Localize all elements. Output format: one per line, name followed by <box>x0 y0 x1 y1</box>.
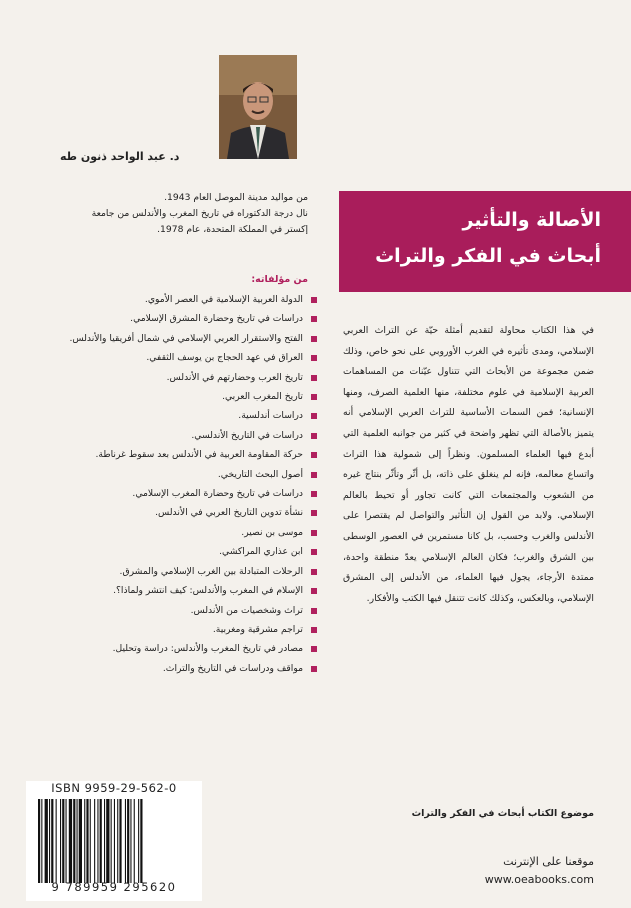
list-item: الدولة العربية الإسلامية في العصر الأموي. <box>25 290 319 309</box>
isbn-barcode <box>26 781 202 901</box>
bullet-icon <box>311 530 317 536</box>
list-item: ابن عذاري المراكشي. <box>25 542 319 561</box>
bullet-icon <box>311 491 317 497</box>
bullet-icon <box>311 452 317 458</box>
barcode-icon <box>36 799 196 883</box>
author-portrait <box>219 55 297 159</box>
list-item: تاريخ المغرب العربي. <box>25 387 319 406</box>
bullet-icon <box>311 433 317 439</box>
bullet-icon <box>311 316 317 322</box>
author-photo <box>219 55 297 159</box>
website-link[interactable]: www.oeabooks.com <box>484 873 594 886</box>
author-name: د. عبد الواحد ذنون طه <box>60 150 180 163</box>
description-text: في هذا الكتاب محاولة لتقديم أمثلة حيّة عن التراث العربي الإسلامي، ومدى تأثيره في الغرب الأوروبي على نحو خاص، وذلك ضمن مجموعة من الأبحاث التي تتناول عيّنات من المساهمات العربية الإسلامية في علوم مختلفة، منها العلمية الصرف، ومنها الإنسانية؛ فمن السمات الأساسية للتراث العربي الإسلامي أنه يتميز بالأصالة التي تظهر واضحة في كثير من جوانبه العلمية التي أبدع فيها العلماء المسلمون. ونظراً إلى شمولية هذا التراث واتساع معالمه، فإنه لم ينغلق على ذاته، بل أثّر وتأثّر بنتاج غيره من الشعوب والمجتمعات التي كانت تجاور أو تحيط بالعالم الإسلامي. ولابد من القول إن التأثير والتواصل لم يقتصرا على الأندلس والغرب وحسب، بل كانا مستمرين في العصور الوسطى بين الشرق والغرب؛ فكان العالم الإسلامي يعدّ منطقة واحدة، ممتدة الأرجاء، يجول فيها العلماء، من الأندلس إلى المشرق الإسلامي، وبالعكس، وكذلك كانت تتنقل فيها الكتب والأفكار. <box>343 325 594 604</box>
list-item: حركة المقاومة العربية في الأندلس بعد سقوط غرناطة. <box>25 445 319 464</box>
bio-line: نال درجة الدكتوراه في تاريخ المغرب والأندلس من جامعة <box>91 208 308 219</box>
list-item: أصول البحث التاريخي. <box>25 465 319 484</box>
list-item: تراجم مشرقية ومغربية. <box>25 620 319 639</box>
author-bio <box>25 190 308 238</box>
bio-line: إكستر في المملكة المتحدة، عام 1978. <box>157 224 308 235</box>
bullet-icon <box>311 588 317 594</box>
bullet-icon <box>311 355 317 361</box>
bio-line: من مواليد مدينة الموصل العام 1943. <box>164 192 308 203</box>
list-item: موسى بن نصير. <box>25 523 319 542</box>
bullet-icon <box>311 627 317 633</box>
list-item: دراسات في تاريخ وحضارة المغرب الإسلامي. <box>25 484 319 503</box>
list-item: نشأة تدوين التاريخ العربي في الأندلس. <box>25 503 319 522</box>
isbn-digits: 9 789959 295620 <box>51 880 177 894</box>
works-list <box>25 290 319 678</box>
bullet-icon <box>311 394 317 400</box>
book-subject: موضوع الكتاب أبحاث في الفكر والتراث <box>411 808 594 819</box>
list-item: تاريخ العرب وحضارتهم في الأندلس. <box>25 368 319 387</box>
list-item: مواقف ودراسات في التاريخ والتراث. <box>25 659 319 678</box>
bullet-icon <box>311 336 317 342</box>
list-item: مصادر في تاريخ المغرب والأندلس: دراسة وتحليل. <box>25 639 319 658</box>
list-item: العراق في عهد الحجاج بن يوسف الثقفي. <box>25 348 319 367</box>
list-item: دراسات أندلسية. <box>25 406 319 425</box>
book-description <box>343 321 594 609</box>
list-item: دراسات في التاريخ الأندلسي. <box>25 426 319 445</box>
bullet-icon <box>311 646 317 652</box>
bullet-icon <box>311 472 317 478</box>
isbn-label: ISBN 9959-29-562-0 <box>51 781 177 795</box>
book-title-banner <box>339 191 631 292</box>
book-title-main: الأصالة والتأثير <box>462 209 601 231</box>
book-title-sub: أبحاث في الفكر والتراث <box>375 245 601 267</box>
bullet-icon <box>311 510 317 516</box>
list-item: الإسلام في المغرب والأندلس: كيف انتشر ولماذا؟. <box>25 581 319 600</box>
bullet-icon <box>311 608 317 614</box>
bullet-icon <box>311 569 317 575</box>
bullet-icon <box>311 666 317 672</box>
list-item: دراسات في تاريخ وحضارة المشرق الإسلامي. <box>25 309 319 328</box>
works-title: من مؤلفاته: <box>251 274 308 285</box>
list-item: تراث وشخصيات من الأندلس. <box>25 601 319 620</box>
bullet-icon <box>311 413 317 419</box>
bullet-icon <box>311 297 317 303</box>
bullet-icon <box>311 375 317 381</box>
website-label: موقعنا على الإنترنت <box>503 855 594 868</box>
list-item: الفتح والاستقرار العربي الإسلامي في شمال أفريقيا والأندلس. <box>25 329 319 348</box>
list-item: الرحلات المتبادلة بين الغرب الإسلامي والمشرق. <box>25 562 319 581</box>
bullet-icon <box>311 549 317 555</box>
